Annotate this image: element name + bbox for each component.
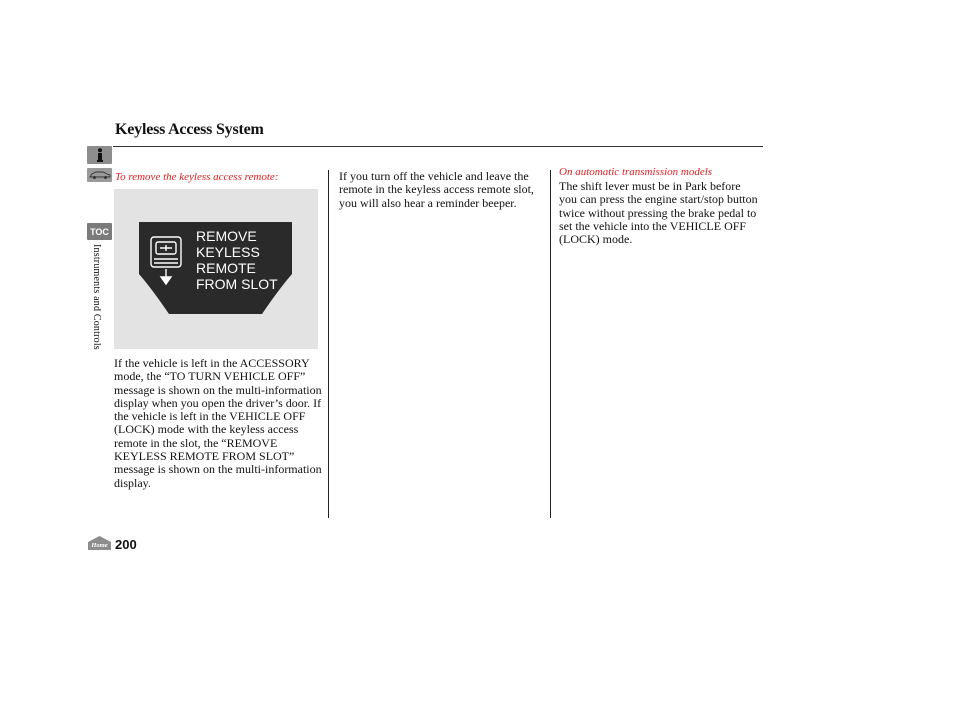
- home-button[interactable]: [86, 535, 113, 556]
- column-divider: [550, 170, 551, 518]
- remove-remote-caption: To remove the keyless access remote:: [115, 171, 279, 183]
- toc-button[interactable]: [87, 223, 112, 240]
- home-icon: [86, 535, 113, 551]
- info-icon: [95, 148, 105, 162]
- display-line-4: FROM SLOT: [196, 276, 278, 292]
- shift-lever-paragraph: The shift lever must be in Park before you can press the engine start/stop button twice without pressing the brake pedal to set the vehicle into the VEHICLE OFF (LOCK) mode.: [559, 179, 758, 247]
- accessory-mode-paragraph: If the vehicle is left in the ACCESSORY mode, the “TO TURN VEHICLE OFF” message is shown on the multi-information display when you open the driver’s door. If the vehicle is left in the VEHICLE OFF (LOCK) mode with the keyless access remote in the slot, the “REMOVE KEYLESS REMOTE FROM SLOT” message is shown on the multi-information display.: [114, 356, 322, 490]
- car-icon: [89, 170, 111, 180]
- reminder-beeper-paragraph: If you turn off the vehicle and leave the remote in the keyless access remote slot, you will also hear a reminder beeper.: [339, 169, 534, 210]
- svg-text:Home: Home: [91, 542, 108, 549]
- section-title: Keyless Access System: [115, 121, 264, 138]
- column-divider: [328, 170, 329, 518]
- toc-icon: TOC: [90, 226, 109, 237]
- display-line-2: KEYLESS: [196, 244, 260, 260]
- display-illustration: [114, 189, 318, 349]
- info-button[interactable]: [87, 146, 112, 164]
- section-tab-label[interactable]: Instruments and Controls: [91, 244, 102, 350]
- page-number: 200: [115, 537, 137, 552]
- automatic-transmission-caption: On automatic transmission models: [559, 166, 713, 178]
- title-rule: [113, 146, 763, 147]
- vehicle-index-button[interactable]: [87, 168, 112, 182]
- display-line-3: REMOTE: [196, 260, 256, 276]
- display-line-1: REMOVE: [196, 228, 257, 244]
